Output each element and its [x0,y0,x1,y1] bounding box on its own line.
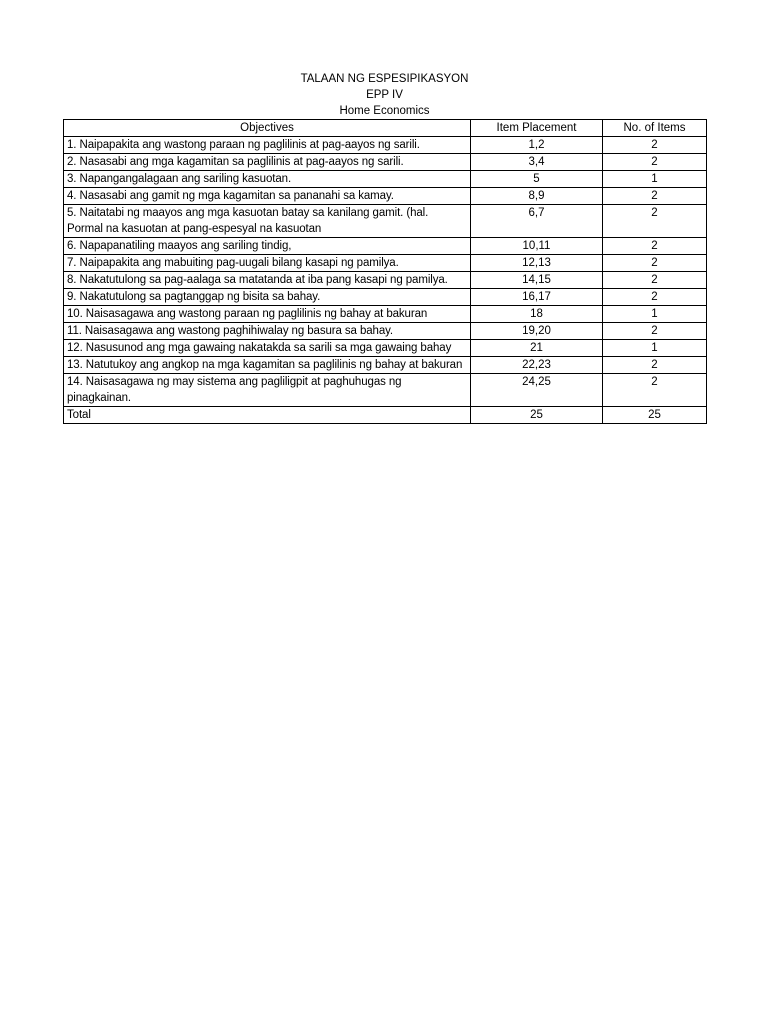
table-row [64,323,707,340]
specification-table [63,119,707,424]
table-row [64,306,707,323]
no-of-items-cell: 2 [603,137,707,154]
objective-cell: 7. Naipapakita ang mabuiting pag-uugali bilang kasapi ng pamilya. [64,255,471,272]
item-placement-cell: 18 [471,306,603,323]
total-label-cell: Total [64,407,471,424]
document-subtitle: Home Economics [339,105,430,117]
table-header-row [64,120,707,137]
total-item-placement-cell: 25 [471,407,603,424]
no-of-items-cell: 2 [603,323,707,340]
document-title-block [63,71,706,119]
table-row [64,289,707,306]
column-header-item-placement: Item Placement [471,120,603,137]
item-placement-cell: 1,2 [471,137,603,154]
objective-cell: 6. Napapanatiling maayos ang sariling tindig, [64,238,471,255]
item-placement-cell: 14,15 [471,272,603,289]
table-row [64,272,707,289]
no-of-items-cell: 2 [603,154,707,171]
item-placement-cell: 21 [471,340,603,357]
item-placement-cell: 19,20 [471,323,603,340]
item-placement-cell: 3,4 [471,154,603,171]
table-row [64,188,707,205]
item-placement-cell: 5 [471,171,603,188]
table-total-row [64,407,707,424]
no-of-items-cell: 2 [603,289,707,306]
no-of-items-cell: 2 [603,374,707,407]
objective-cell: 13. Natutukoy ang angkop na mga kagamitan sa paglilinis ng bahay at bakuran [64,357,471,374]
table-row [64,154,707,171]
no-of-items-cell: 2 [603,188,707,205]
table-row [64,205,707,238]
objective-cell: 9. Nakatutulong sa pagtanggap ng bisita sa bahay. [64,289,471,306]
objective-cell: 10. Naisasagawa ang wastong paraan ng paglilinis ng bahay at bakuran [64,306,471,323]
document-page [63,71,706,424]
objective-cell: 2. Nasasabi ang mga kagamitan sa paglilinis at pag-aayos ng sarili. [64,154,471,171]
column-header-no-of-items: No. of Items [603,120,707,137]
item-placement-cell: 16,17 [471,289,603,306]
item-placement-cell: 6,7 [471,205,603,238]
objective-cell: 1. Naipapakita ang wastong paraan ng paglilinis at pag-aayos ng sarili. [64,137,471,154]
objective-cell: 5. Naitatabi ng maayos ang mga kasuotan batay sa kanilang gamit. (hal. Pormal na kasuotan at pang-espesyal na kasuotan [64,205,471,238]
objective-cell: 12. Nasusunod ang mga gawaing nakatakda sa sarili sa mga gawaing bahay [64,340,471,357]
objective-cell: 4. Nasasabi ang gamit ng mga kagamitan sa pananahi sa kamay. [64,188,471,205]
objective-cell: 8. Nakatutulong sa pag-aalaga sa matatanda at iba pang kasapi ng pamilya. [64,272,471,289]
total-no-of-items-cell: 25 [603,407,707,424]
table-row [64,137,707,154]
objective-cell: 11. Naisasagawa ang wastong paghihiwalay ng basura sa bahay. [64,323,471,340]
column-header-objectives: Objectives [64,120,471,137]
item-placement-cell: 8,9 [471,188,603,205]
table-row [64,357,707,374]
table-row [64,374,707,407]
objective-cell: 14. Naisasagawa ng may sistema ang pagliligpit at paghuhugas ng pinagkainan. [64,374,471,407]
item-placement-cell: 10,11 [471,238,603,255]
table-row [64,238,707,255]
document-subject: EPP IV [366,89,403,101]
table-row [64,340,707,357]
item-placement-cell: 22,23 [471,357,603,374]
no-of-items-cell: 2 [603,205,707,238]
no-of-items-cell: 1 [603,171,707,188]
no-of-items-cell: 2 [603,272,707,289]
item-placement-cell: 24,25 [471,374,603,407]
item-placement-cell: 12,13 [471,255,603,272]
document-title: TALAAN NG ESPESIPIKASYON [300,73,469,85]
table-row [64,255,707,272]
no-of-items-cell: 2 [603,238,707,255]
no-of-items-cell: 1 [603,306,707,323]
no-of-items-cell: 1 [603,340,707,357]
table-row [64,171,707,188]
no-of-items-cell: 2 [603,357,707,374]
no-of-items-cell: 2 [603,255,707,272]
objective-cell: 3. Napangangalagaan ang sariling kasuotan. [64,171,471,188]
